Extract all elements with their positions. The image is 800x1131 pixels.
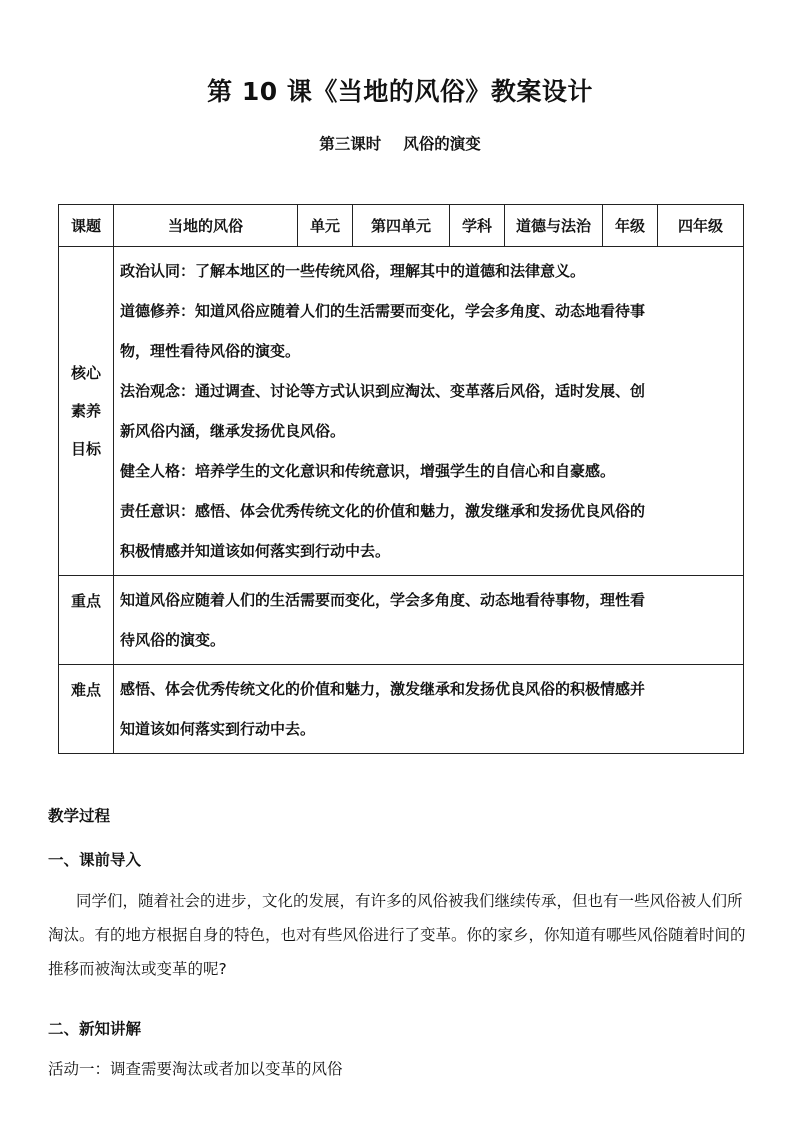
core-line: 政治认同：了解本地区的一些传统风俗，理解其中的道德和法律意义。 <box>120 262 586 280</box>
activity-one-text: 活动一：调查需要淘汰或者加以变革的风俗 <box>48 1060 343 1078</box>
topic-value: 当地的风俗 <box>114 205 298 247</box>
subtitle-topic: 风俗的演变 <box>403 135 481 153</box>
subject-value: 道德与法治 <box>505 205 603 247</box>
core-line: 责任意识：感悟、体会优秀传统文化的价值和魅力，激发继承和发扬优良风俗的 <box>120 502 646 520</box>
section-heading-intro: 一、课前导入 <box>48 851 142 869</box>
difficulty-row <box>59 665 744 754</box>
unit-label: 单元 <box>298 205 353 247</box>
core-line: 积极情感并知道该如何落实到行动中去。 <box>120 542 391 560</box>
core-line: 道德修养：知道风俗应随着人们的生活需要而变化，学会多角度、动态地看待事 <box>120 302 646 320</box>
core-line: 健全人格：培养学生的文化意识和传统意识，增强学生的自信心和自豪感。 <box>120 462 616 480</box>
core-competency-row <box>59 247 744 576</box>
lesson-plan-table <box>58 204 744 754</box>
difficulty-label: 难点 <box>59 665 114 754</box>
topic-label: 课题 <box>59 205 114 247</box>
section-heading-new-knowledge: 二、新知讲解 <box>48 1020 142 1038</box>
subtitle-lesson: 第三课时 <box>319 135 382 153</box>
unit-value: 第四单元 <box>353 205 450 247</box>
document-title: 第 10 课《当地的风俗》教案设计 <box>207 77 593 106</box>
core-competency-label: 核心 素养 目标 <box>59 247 114 576</box>
core-line: 法治观念：通过调查、讨论等方式认识到应淘汰、变革落后风俗，适时发展、创 <box>120 382 646 400</box>
difficulty-content: 感悟、体会优秀传统文化的价值和魅力，激发继承和发扬优良风俗的积极情感并 知道该如何落实到行动中去。 <box>114 665 744 754</box>
key-point-label: 重点 <box>59 576 114 665</box>
subject-label: 学科 <box>450 205 505 247</box>
grade-label: 年级 <box>603 205 658 247</box>
core-competency-content <box>114 247 744 576</box>
table-header-row <box>59 205 744 247</box>
teaching-process-heading: 教学过程 <box>48 807 111 825</box>
core-line: 新风俗内涵，继承发扬优良风俗。 <box>120 422 346 440</box>
key-point-row <box>59 576 744 665</box>
grade-value: 四年级 <box>658 205 744 247</box>
document-subtitle <box>0 132 800 154</box>
intro-paragraph: 同学们，随着社会的进步，文化的发展，有许多的风俗被我们继续传承，但也有一些风俗被人们所淘汰。有的地方根据自身的特色，也对有些风俗进行了变革。你的家乡，你知道有哪些风俗随着时间的推移而被淘汰或变革的呢? <box>48 892 746 978</box>
key-point-content: 知道风俗应随着人们的生活需要而变化，学会多角度、动态地看待事物，理性看 待风俗的演变。 <box>114 576 744 665</box>
core-line: 物，理性看待风俗的演变。 <box>120 342 301 360</box>
